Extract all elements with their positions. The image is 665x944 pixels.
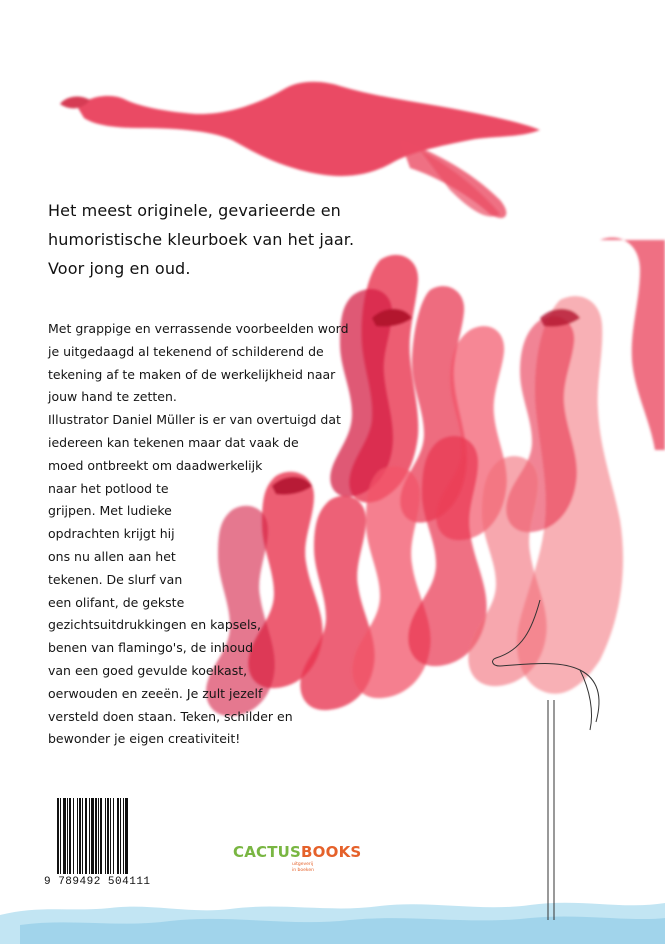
tagline-line-1: Het meest originele, gevarieerde en bbox=[48, 201, 341, 220]
blurb-line: jouw hand te zetten. bbox=[48, 389, 177, 405]
water-wash bbox=[0, 903, 665, 944]
barcode-bar bbox=[91, 798, 94, 874]
isbn-number: 9 789492 504111 bbox=[44, 876, 151, 888]
blurb-line: tekening af te maken of de werkelijkheid naar bbox=[48, 366, 336, 382]
barcode-bar bbox=[63, 798, 66, 874]
barcode-bar bbox=[57, 798, 59, 874]
barcode-bar bbox=[100, 798, 102, 874]
blurb-line: gezichtsuitdrukkingen en kapsels, bbox=[48, 617, 261, 633]
publisher-subline bbox=[292, 862, 314, 873]
blurb bbox=[48, 318, 368, 751]
blurb-line: Illustrator Daniel Müller is er van overtuigd dat bbox=[48, 412, 341, 428]
barcode-bar bbox=[125, 798, 128, 874]
barcode-bar bbox=[95, 798, 97, 874]
barcode-bar bbox=[79, 798, 81, 874]
barcode-bar bbox=[113, 798, 114, 874]
tagline bbox=[48, 196, 355, 283]
blurb-line: oerwouden en zeeën. Je zult jezelf bbox=[48, 685, 263, 701]
blurb-line: bewonder je eigen creativiteit! bbox=[48, 731, 241, 747]
tagline-line-2: humoristische kleurboek van het jaar. bbox=[48, 230, 355, 249]
barcode-bar bbox=[73, 798, 74, 874]
publisher-logo bbox=[233, 843, 361, 861]
publisher-name-cactus: CACTUS bbox=[233, 843, 302, 861]
publisher-subline-1: uitgeverij bbox=[292, 862, 314, 867]
barcode-bar bbox=[82, 798, 83, 874]
barcode-bar bbox=[123, 798, 124, 874]
blurb-line: grijpen. Met ludieke bbox=[48, 503, 172, 519]
barcode-bar bbox=[89, 798, 90, 874]
barcode-bar bbox=[67, 798, 68, 874]
barcode-bar bbox=[98, 798, 99, 874]
publisher-name-books: BOOKS bbox=[301, 843, 362, 861]
barcode-bar bbox=[60, 798, 61, 874]
barcode bbox=[55, 798, 163, 874]
blurb-line: je uitgedaagd al tekenend of schilderend de bbox=[48, 343, 324, 359]
blurb-line: versteld doen staan. Teken, schilder en bbox=[48, 708, 293, 724]
blurb-line: Met grappige en verrassende voorbeelden word bbox=[48, 321, 349, 336]
blurb-line: ons nu allen aan het bbox=[48, 548, 176, 564]
blurb-line: tekenen. De slurf van bbox=[48, 571, 183, 587]
blurb-line: moed ontbreekt om daadwerkelijk bbox=[48, 457, 263, 473]
blurb-line: benen van flamingo's, de inhoud bbox=[48, 640, 254, 656]
tagline-line-3: Voor jong en oud. bbox=[48, 259, 191, 278]
blurb-line: opdrachten krijgt hij bbox=[48, 526, 175, 542]
barcode-bar bbox=[77, 798, 78, 874]
barcode-bar bbox=[105, 798, 106, 874]
barcode-bar bbox=[69, 798, 71, 874]
barcode-bar bbox=[110, 798, 111, 874]
barcode-bar bbox=[85, 798, 87, 874]
blurb-line: een olifant, de gekste bbox=[48, 594, 185, 610]
publisher-subline-2: in boeken bbox=[292, 867, 314, 873]
barcode-bar bbox=[117, 798, 119, 874]
barcode-bar bbox=[107, 798, 109, 874]
blurb-line: iedereen kan tekenen maar dat vaak de bbox=[48, 434, 299, 450]
barcode-bar bbox=[120, 798, 121, 874]
blurb-line: naar het potlood te bbox=[48, 480, 169, 496]
blurb-line: van een goed gevulde koelkast, bbox=[48, 662, 248, 678]
